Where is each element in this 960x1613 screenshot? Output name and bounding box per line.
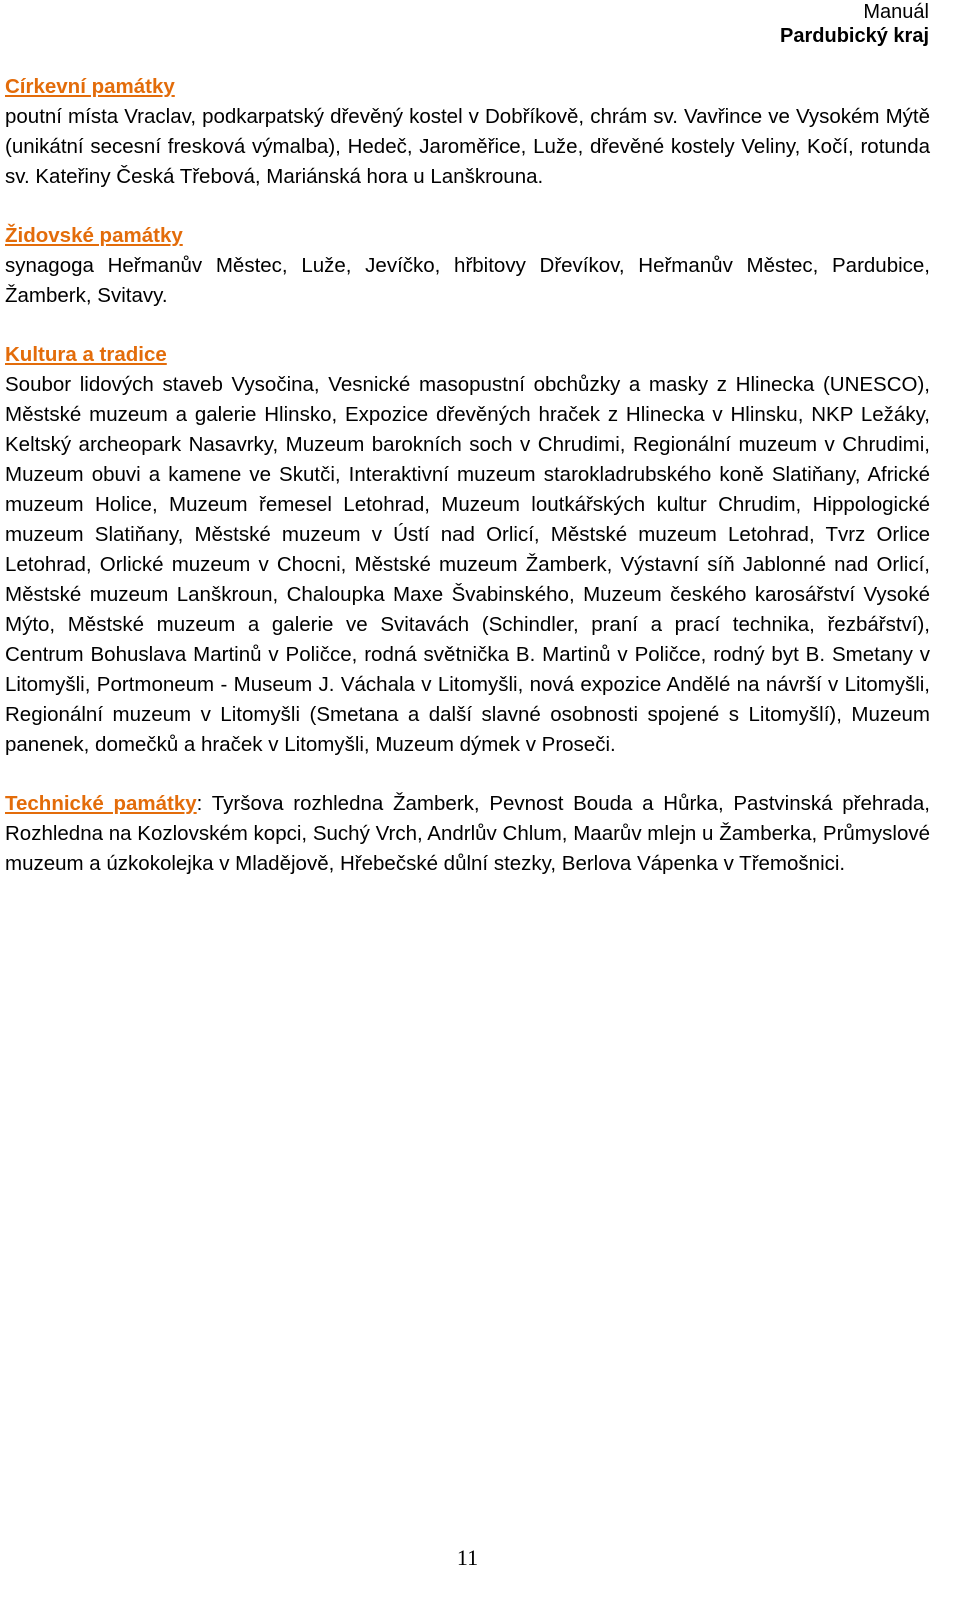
section-technical-monuments — [5, 789, 930, 879]
section-text: Tyršova rozhledna Žamberk, Pevnost Bouda a Hůrka, Pastvinská přehrada, Rozhledna na Kozlovském kopci, Suchý Vrch, Andrlův Chlum, Maarův mlejn u Žamberka, Průmyslové muzeum a úzkokolejka v Mladějově, Hřebečské důlní stezky, Berlova Vápenka v Třemošnici. — [5, 792, 930, 875]
section-jewish-monuments — [5, 221, 930, 311]
section-heading: Židovské památky — [5, 224, 183, 247]
section-heading: Církevní památky — [5, 75, 175, 98]
section-text: synagoga Heřmanův Městec, Luže, Jevíčko, hřbitovy Dřevíkov, Heřmanův Městec, Pardubice, Žamberk, Svitavy. — [5, 254, 930, 307]
header-line-manual: Manuál — [863, 1, 929, 23]
header-line-region: Pardubický kraj — [780, 25, 929, 47]
page-header — [780, 0, 929, 48]
section-heading: Technické památky — [5, 792, 197, 815]
page-number: 11 — [456, 1545, 479, 1570]
section-text: poutní místa Vraclav, podkarpatský dřevěný kostel v Dobříkově, chrám sv. Vavřince ve Vysokém Mýtě (unikátní secesní fresková výmalba), Hedeč, Jaroměřice, Luže, dřevěné kostely Veliny, Kočí, rotunda sv. Kateřiny Česká Třebová, Mariánská hora u Lanškrouna. — [5, 105, 930, 188]
document-body — [5, 72, 930, 908]
section-culture-traditions — [5, 340, 930, 760]
heading-separator: : — [196, 792, 203, 815]
section-heading: Kultura a tradice — [5, 343, 167, 366]
section-text: Soubor lidových staveb Vysočina, Vesnické masopustní obchůzky a masky z Hlinecka (UNESCO), Městské muzeum a galerie Hlinsko, Expozice dřevěných hraček z Hlinecka v Hlinsku, NKP Ležáky, Keltský archeopark Nasavrky, Muzeum barokních soch v Chrudimi, Regionální muzeum v Chrudimi, Muzeum obuvi a kamene ve Skutči, Interaktivní muzeum starokladrubského koně Slatiňany, Africké muzeum Holice, Muzeum řemesel Letohrad, Muzeum loutkářských kultur Chrudim, Hippologické muzeum Slatiňany, Městské muzeum v Ústí nad Orlicí, Městské muzeum Letohrad, Tvrz Orlice Letohrad, Orlické muzeum v Chocni, Městské muzeum Žamberk, Výstavní síň Jablonné nad Orlicí, Městské muzeum Lanškroun, Chaloupka Maxe Švabinského, Muzeum českého karosářství Vysoké Mýto, Městské muzeum a galerie ve Svitavách (Schindler, praní a prací technika, řezbářství), Centrum Bohuslava Martinů v Poličce, rodná světnička B. Martinů v Poličce, rodný byt B. Smetany v Litomyšli, Portmoneum - Museum J. Váchala v Litomyšli, nová expozice Andělé na návrší v Litomyšli, Regionální muzeum v Litomyšli (Smetana a další slavné osobnosti spojené s Litomyšlí), Muzeum panenek, domečků a hraček v Litomyšli, Muzeum dýmek v Proseči. — [5, 373, 930, 756]
section-paragraph — [5, 789, 930, 879]
section-church-monuments — [5, 72, 930, 192]
